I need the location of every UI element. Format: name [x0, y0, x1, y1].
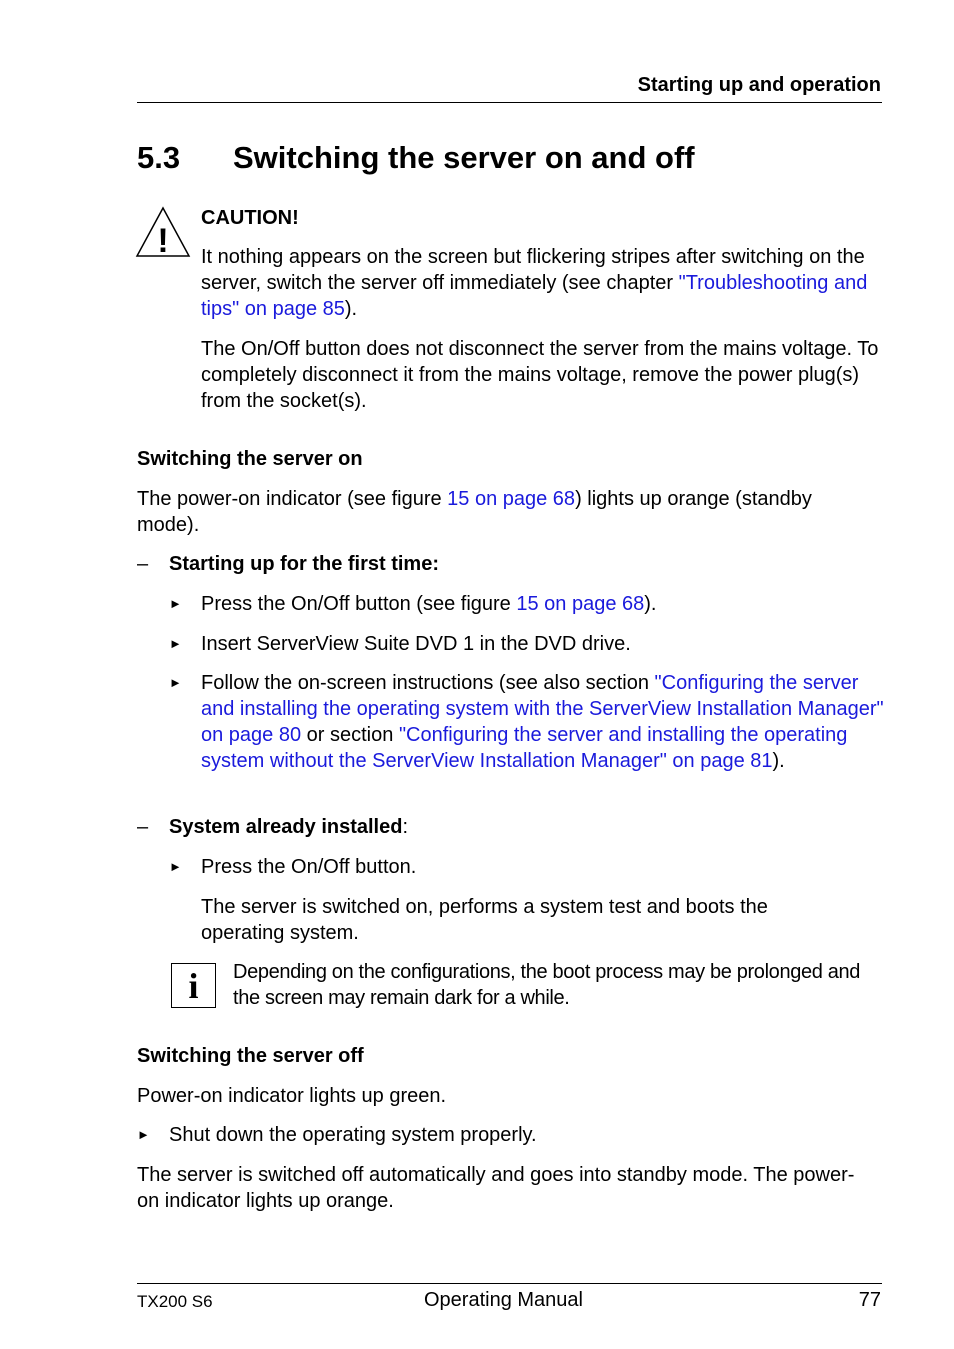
switch-off-result: The server is switched off automatically and goes into standby mode. The power-on indicator lights up orange.	[137, 1164, 855, 1212]
installed-label-suffix: :	[402, 816, 409, 838]
switch-off-heading: Switching the server off	[137, 1045, 364, 1067]
config-without-installation-manager-link[interactable]: "Configuring the server and installing the operating system without the ServerView Installation Manager" on page 81	[201, 724, 848, 772]
installed-label: System already installed	[169, 816, 403, 838]
installed-label-line	[169, 814, 408, 840]
section-number: 5.3	[137, 140, 181, 175]
header-rule	[137, 102, 882, 103]
svg-text:!: !	[157, 222, 169, 258]
info-glyph: i	[188, 966, 199, 1006]
caution-paragraph-2: The On/Off button does not disconnect the server from the mains voltage. To completely disconnect it from the mains voltage, remove the power plug(s) from the socket(s).	[201, 338, 879, 412]
arrow-bullet: ►	[169, 675, 182, 690]
installed-result: The server is switched on, performs a system test and boots the operating system.	[201, 896, 768, 944]
caution-heading: CAUTION!	[201, 207, 299, 229]
step-text-mid: or section	[301, 724, 399, 746]
step-text: Follow the on-screen instructions (see also section	[201, 672, 655, 694]
footer-manual: Operating Manual	[424, 1289, 583, 1311]
switch-on-intro	[137, 486, 872, 538]
dash-marker: –	[137, 816, 149, 838]
first-time-step-3	[201, 670, 891, 774]
arrow-bullet: ►	[169, 859, 182, 874]
first-time-step-1	[201, 591, 881, 617]
footer-rule	[137, 1283, 882, 1284]
arrow-bullet: ►	[169, 596, 182, 611]
info-note-text: Depending on the configurations, the boot process may be prolonged and the screen may remain dark for a while.	[233, 961, 861, 1009]
step-text: Press the On/Off button (see figure	[201, 593, 517, 615]
intro-text-end: ) lights up orange (standby mode).	[137, 488, 812, 536]
step-text-end: ).	[772, 750, 785, 772]
intro-text: The power-on indicator (see figure	[137, 488, 448, 510]
first-time-step-2: Insert ServerView Suite DVD 1 in the DVD drive.	[201, 633, 631, 655]
caution-text-end: ).	[344, 298, 358, 320]
troubleshooting-link[interactable]: "Troubleshooting and tips" on page 85	[201, 272, 868, 320]
step-text-end: ).	[644, 593, 657, 615]
installed-step-1: Press the On/Off button.	[201, 856, 417, 878]
switch-off-step-1: Shut down the operating system properly.	[169, 1124, 537, 1146]
page-number: 77	[858, 1289, 881, 1311]
caution-icon	[135, 206, 191, 258]
first-time-label: Starting up for the first time:	[169, 553, 439, 575]
info-icon	[171, 963, 216, 1008]
figure-15-link-2[interactable]: 15 on page 68	[516, 593, 645, 615]
section-title: Switching the server on and off	[233, 140, 695, 175]
arrow-bullet: ►	[169, 636, 182, 651]
caution-text: It nothing appears on the screen but flickering stripes after switching on the server, switch the server off immediately (see chapter	[201, 246, 865, 294]
caution-paragraph-1	[201, 244, 891, 322]
dash-marker: –	[137, 553, 149, 575]
running-title: Starting up and operation	[637, 74, 881, 96]
switch-on-heading: Switching the server on	[137, 448, 363, 470]
switch-off-intro: Power-on indicator lights up green.	[137, 1085, 447, 1107]
figure-15-link[interactable]: 15 on page 68	[447, 488, 576, 510]
arrow-bullet: ►	[137, 1127, 150, 1142]
footer-model: TX200 S6	[137, 1292, 213, 1311]
config-with-installation-manager-link[interactable]: "Configuring the server and installing the operating system with the ServerView Installation Manager" on page 80	[201, 672, 884, 746]
